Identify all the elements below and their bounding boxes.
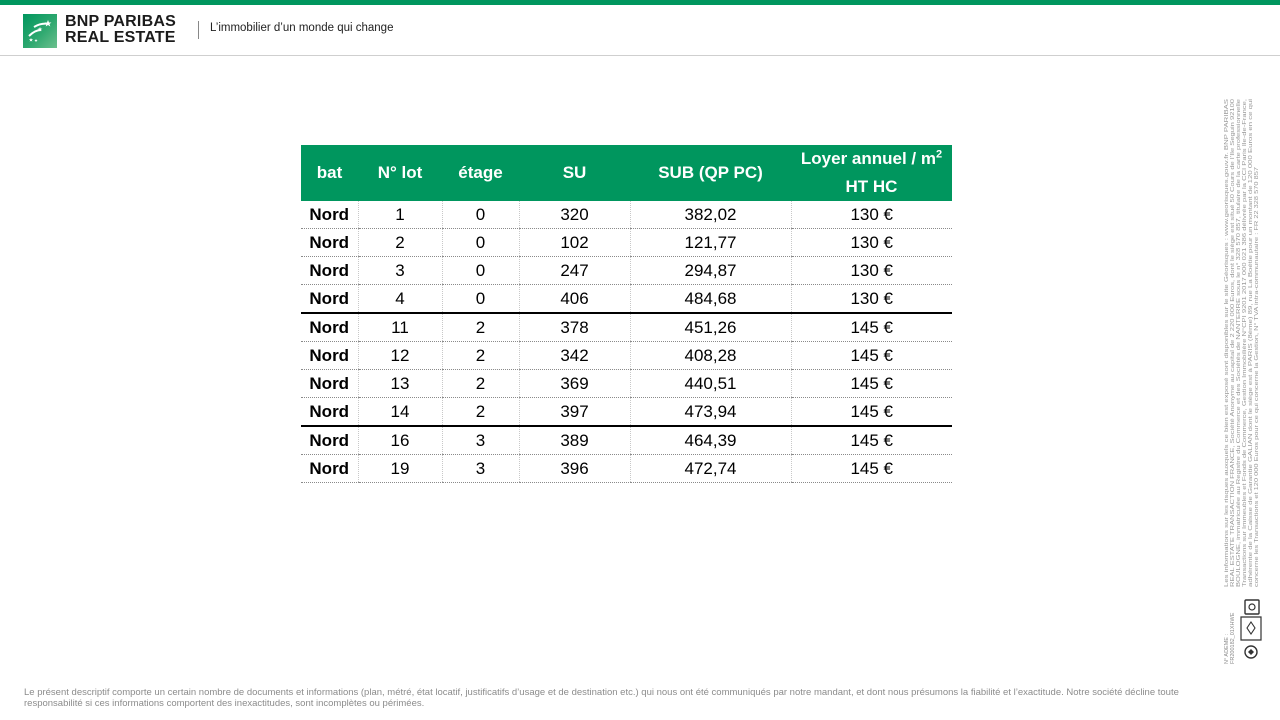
cell-lot: 4 [358,285,442,314]
cell-sub: 484,68 [630,285,791,314]
cell-sub: 472,74 [630,455,791,483]
footer-disclaimer [24,687,1244,709]
cell-su: 389 [519,426,630,455]
cell-loyer: 130 € [791,257,952,285]
cell-lot: 2 [358,229,442,257]
brand-line-1: BNP PARIBAS [65,13,176,30]
ademe-number: FR200182_01XHWE [1230,612,1236,664]
col-header-loyer-line2: HT HC [845,177,898,196]
cell-loyer: 145 € [791,455,952,483]
cell-sub: 440,51 [630,370,791,398]
cell-etage: 3 [442,426,519,455]
col-header-loyer-sup: 2 [935,148,943,161]
cell-bat: Nord [301,426,358,455]
header [0,5,1280,56]
cell-su: 397 [519,398,630,427]
cell-su: 406 [519,285,630,314]
cell-su: 102 [519,229,630,257]
brand-line-2: REAL ESTATE [65,29,176,46]
cell-loyer: 145 € [791,313,952,342]
cell-lot: 13 [358,370,442,398]
cell-etage: 2 [442,398,519,427]
cell-bat: Nord [301,342,358,370]
cell-bat: Nord [301,285,358,314]
table-row [301,455,952,483]
disclaimer-line-1: Le présent descriptif comporte un certain nombre de documents et informations (plan, métré, état locatif, justificatifs d’usage et de destination etc.) qui nous ont été communiqués par notre mandant, et dont nous présumons la fiabilité et l’exactitude. Notre société décline toute [24,687,1179,698]
legal-line-1: Les informations sur les risques auxquels ce bien est exposé sont disponibles sur le site Géorisques : www.georisques.gouv.fr. BNP PARIBAS [1224,235,1230,587]
legal-line-3: BOULOGNE, immatriculée au Registre du Commerce et des Sociétés de NANTERRE sous le n° 328 570 857, titulaire de la carte professionnelle [1236,226,1242,587]
ademe-label: N° ADEME : [1224,633,1230,664]
cell-etage: 2 [442,313,519,342]
cell-su: 369 [519,370,630,398]
table-row [301,285,952,314]
cell-etage: 0 [442,285,519,314]
cell-etage: 0 [442,201,519,229]
cell-loyer: 145 € [791,398,952,427]
table-row [301,370,952,398]
legal-line-5: adhérente de la Caisse de Garantie GALIAN dont le siège est à PARIS (8ème) 89, rue La Boétie pour un montant de 120 000 Euros en ce qui [1248,236,1254,587]
legal-line-2: REAL ESTATE TRANSACTION FRANCE, Société Anonyme au capital de 2 220 000 Euros, dont le siège est situé 50 Cours de l’Ile Seguin 92100 [1230,226,1236,587]
cell-bat: Nord [301,201,358,229]
table-row [301,257,952,285]
legal-line-6: concerne les Transactions et 120 000 Euros pour ce qui concerne la Gestion, N° TVA intra-communautaire : FR 22 328 570 857 [1254,270,1260,587]
stars-flying-birds-icon [23,14,57,48]
cell-bat: Nord [301,313,358,342]
cell-su: 378 [519,313,630,342]
col-header-etage: étage [442,145,519,201]
table-row [301,398,952,427]
cell-sub: 121,77 [630,229,791,257]
brand-name [65,14,176,46]
lots-table [301,145,952,483]
cell-bat: Nord [301,370,358,398]
legal-line-4: Transactions sur Immeubles et Fonds de Commerce, Gestion Immobilière N°CPI 9201 2017 000 021 386 délivrée par la CCI Paris Ile-de-France, [1242,227,1248,587]
header-separator [198,21,199,39]
table-header-row [301,145,952,201]
disclaimer-line-2: responsabilité si ces informations comportent des inexactitudes, sont incomplètes ou périmées. [24,698,425,709]
recycle-info-icon [1241,617,1261,658]
cell-su: 320 [519,201,630,229]
cell-sub: 473,94 [630,398,791,427]
cell-loyer: 130 € [791,201,952,229]
table-row [301,201,952,229]
cell-bat: Nord [301,229,358,257]
cell-etage: 2 [442,370,519,398]
tagline: L’immobilier d’un monde qui change [210,22,394,34]
cell-sub: 464,39 [630,426,791,455]
cell-lot: 16 [358,426,442,455]
cell-etage: 0 [442,257,519,285]
cell-su: 247 [519,257,630,285]
col-header-bat: bat [301,145,358,201]
legal-vertical-text [1222,97,1258,587]
cell-su: 396 [519,455,630,483]
cell-lot: 14 [358,398,442,427]
col-header-sub: SUB (QP PC) [630,145,791,201]
ademe-logo-icon [1245,600,1259,614]
cell-sub: 382,02 [630,201,791,229]
cell-bat: Nord [301,455,358,483]
col-header-lot: N° lot [358,145,442,201]
table-row [301,426,952,455]
cell-loyer: 145 € [791,342,952,370]
ademe-badges [1222,598,1266,664]
cell-loyer: 130 € [791,229,952,257]
cell-lot: 12 [358,342,442,370]
table-row [301,313,952,342]
cell-lot: 1 [358,201,442,229]
cell-lot: 19 [358,455,442,483]
cell-sub: 451,26 [630,313,791,342]
cell-lot: 3 [358,257,442,285]
cell-loyer: 145 € [791,426,952,455]
cell-etage: 3 [442,455,519,483]
cell-etage: 2 [442,342,519,370]
cell-bat: Nord [301,257,358,285]
cell-loyer: 145 € [791,370,952,398]
cell-sub: 408,28 [630,342,791,370]
cell-su: 342 [519,342,630,370]
cell-lot: 11 [358,313,442,342]
table-row [301,342,952,370]
col-header-loyer-line1: Loyer annuel / m [800,149,936,168]
cell-bat: Nord [301,398,358,427]
col-header-loyer [791,145,952,201]
col-header-su: SU [519,145,630,201]
cell-sub: 294,87 [630,257,791,285]
cell-loyer: 130 € [791,285,952,314]
cell-etage: 0 [442,229,519,257]
table-row [301,229,952,257]
